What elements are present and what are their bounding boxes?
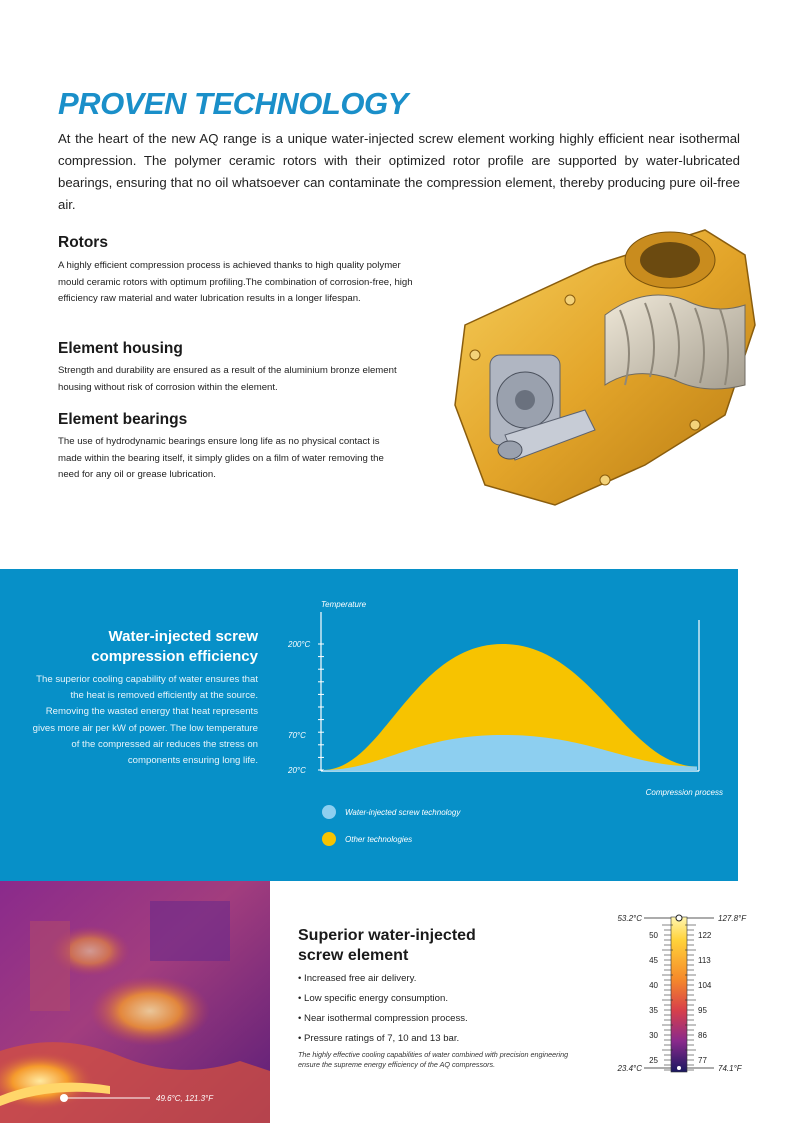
thermal-readout: 49.6°C, 121.3°F xyxy=(156,1094,214,1103)
bullet-pressure: • Pressure ratings of 7, 10 and 13 bar. xyxy=(298,1033,460,1044)
element-bearings-heading: Element bearings xyxy=(58,411,188,428)
water-injected-title xyxy=(18,627,258,667)
gauge-f-tick: 86 xyxy=(698,1031,707,1040)
gauge-c-tick: 40 xyxy=(649,981,658,990)
bullet-isothermal: • Near isothermal compression process. xyxy=(298,1013,468,1024)
y-tick-20: 20°C xyxy=(288,766,306,775)
element-housing-heading: Element housing xyxy=(58,340,183,357)
gauge-f-tick: 113 xyxy=(698,956,711,965)
bullet-free-air: • Increased free air delivery. xyxy=(298,973,417,984)
water-injected-title-line1: Water-injected screw xyxy=(108,628,258,645)
y-axis-label: Temperature xyxy=(321,600,367,609)
superior-title-line1: Superior water-injected xyxy=(298,927,476,944)
superior-title xyxy=(298,926,476,966)
temperature-gauge xyxy=(600,905,780,1077)
gauge-bottom-celsius: 23.4°C xyxy=(617,1064,642,1073)
legend-other-label: Other technologies xyxy=(345,835,413,844)
water-injected-text: The superior cooling capability of water ensures that the heat is removed efficiently at the source. Removing the wasted energy that heat represents gives more air per kW of power. The low temperature of the compressed air reduces the stress on components ensuring long life. xyxy=(32,674,258,767)
rotors-heading: Rotors xyxy=(58,234,108,251)
gauge-f-tick: 104 xyxy=(698,981,712,990)
gauge-c-tick: 35 xyxy=(649,1006,658,1015)
gauge-bottom-fahrenheit: 74.1°F xyxy=(718,1064,742,1073)
intro-paragraph: At the heart of the new AQ range is a unique water-injected screw element working highly efficient near isothermal compression. The polymer ceramic rotors with their optimized rotor profile are supported by water-lubricated bearings, ensuring that no oil whatsoever can contaminate the compression element, thereby producing pure oil-free air. xyxy=(58,131,740,212)
legend-water-label: Water-injected screw technology xyxy=(345,808,461,817)
element-housing-text: Strength and durability are ensured as a result of the aluminium bronze element housing without risk of corrosion within the element. xyxy=(58,365,397,393)
x-axis-label: Compression process xyxy=(645,788,723,797)
legend-water-swatch xyxy=(322,805,336,819)
gauge-c-tick: 25 xyxy=(649,1056,658,1065)
gauge-f-tick: 77 xyxy=(698,1056,707,1065)
y-tick-200: 200°C xyxy=(288,640,311,649)
superior-note: The highly effective cooling capabilities of water combined with precision engineering ensure the supreme energy efficiency of the AQ compressors. xyxy=(298,1050,569,1069)
temperature-chart xyxy=(288,590,738,860)
rotors-text: A highly efficient compression process is achieved thanks to high quality polymer mould ceramic rotors with optimum profiling.The combination of corrosion-free, high efficiency raw material and water lubrication results in a longer lifespan. xyxy=(58,260,413,304)
y-tick-70: 70°C xyxy=(288,731,306,740)
element-bearings-text: The use of hydrodynamic bearings ensure long life as no physical contact is made within the bearing itself, it simply glides on a film of water removing the need for any oil or grease lubrication. xyxy=(58,436,384,480)
gauge-c-tick: 30 xyxy=(649,1031,658,1040)
gauge-top-fahrenheit: 127.8°F xyxy=(718,914,747,923)
gauge-f-tick: 95 xyxy=(698,1006,707,1015)
thermal-camera-image xyxy=(0,881,270,1123)
gauge-c-tick: 45 xyxy=(649,956,658,965)
gauge-f-tick: 122 xyxy=(698,931,712,940)
screw-element-illustration xyxy=(445,205,775,525)
legend-other-swatch xyxy=(322,832,336,846)
gauge-top-celsius: 53.2°C xyxy=(617,914,642,923)
gauge-c-tick: 50 xyxy=(649,931,658,940)
page-title: PROVEN TECHNOLOGY xyxy=(58,86,408,121)
bullet-energy: • Low specific energy consumption. xyxy=(298,993,449,1004)
water-injected-title-line2: compression efficiency xyxy=(91,648,258,665)
superior-title-line2: screw element xyxy=(298,947,409,964)
